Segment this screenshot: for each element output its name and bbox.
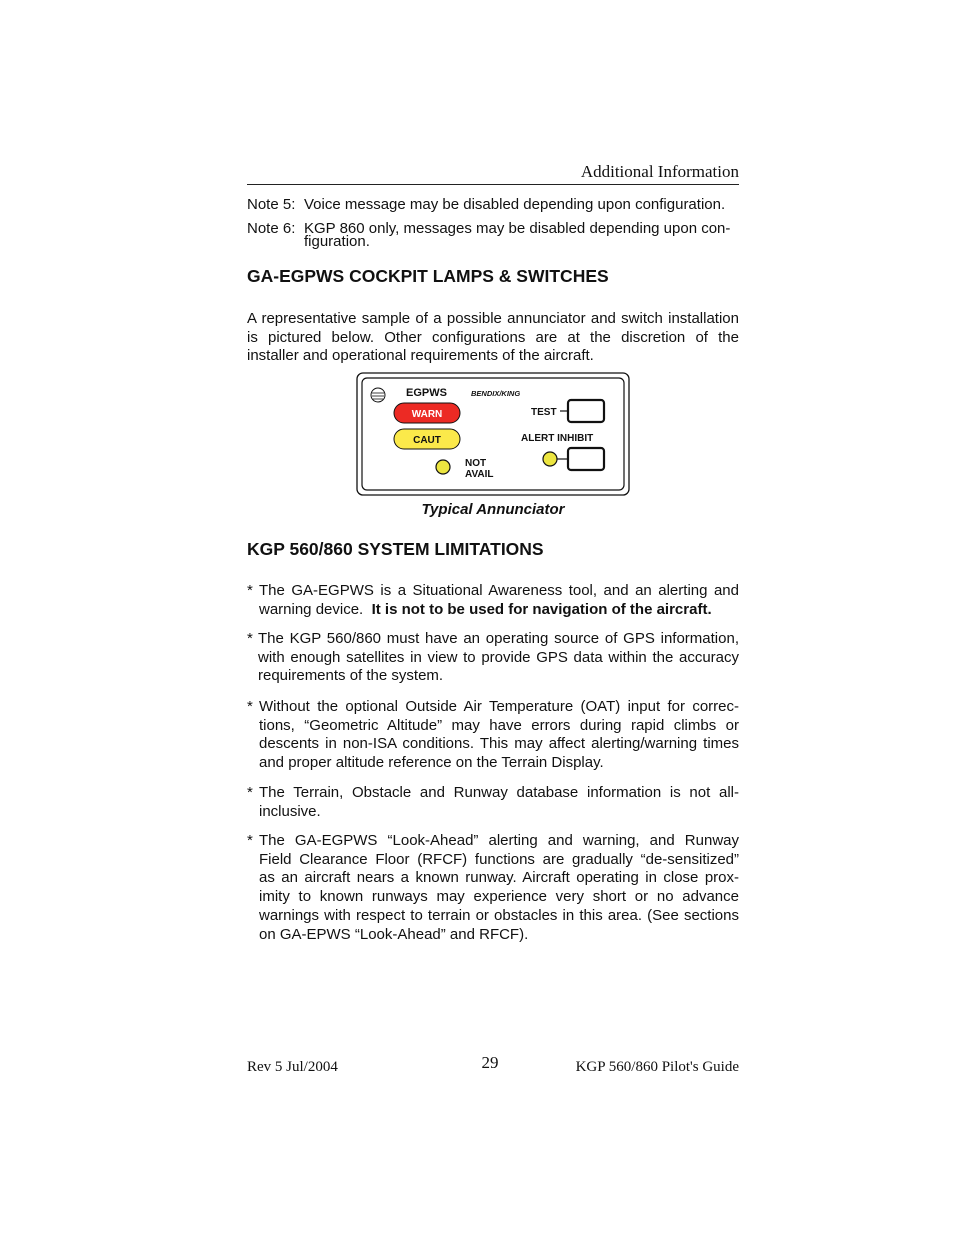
not-label: NOT [465, 458, 487, 469]
bullet-line: Without the optional Outside Air Temperature (OAT) input for correc- [259, 698, 739, 715]
bullet-line: requirements of the system. [258, 667, 444, 685]
bullet-line: and proper altitude reference on the Terrain Display. [259, 754, 604, 772]
page-number: 29 [481, 1053, 499, 1072]
section-title: Additional Information [580, 162, 739, 181]
bullet-line: as an aircraft nears a known runway. Aircraft operating in close prox- [259, 869, 739, 887]
screw-icon [371, 388, 385, 402]
note-5 [247, 196, 739, 214]
bullet-line: with enough satellites in view to provide GPS data within the accuracy [258, 648, 739, 666]
note-label: Note 6: [247, 220, 296, 237]
avail-label: AVAIL [465, 469, 494, 480]
egpws-label: EGPWS [406, 387, 447, 399]
bullet-line: warning device. [259, 600, 364, 618]
paragraph-line: A representative sample of a possible annunciator and switch installation [247, 310, 739, 327]
bullet-line: The GA-EGPWS is a Situational Awareness tool, and an alerting and [259, 582, 739, 599]
alert-inhibit-switch-button [568, 448, 604, 470]
bullet-line: inclusive. [259, 802, 321, 820]
bold-warning-text: It is not to be used for navigation of the aircraft. [371, 600, 712, 618]
footer-guide-title: KGP 560/860 Pilot's Guide [575, 1059, 739, 1075]
note-text: KGP 860 only, messages may be disabled depending upon con- [304, 220, 731, 237]
note-text-continued: figuration. [304, 233, 370, 250]
bullet-line: tions, “Geometric Altitude” may have errors during rapid climbs or [259, 716, 739, 734]
note-text: Voice message may be disabled depending upon configuration. [304, 196, 726, 213]
section-heading-limitations: KGP 560/860 SYSTEM LIMITATIONS [247, 539, 544, 559]
intro-paragraph [247, 310, 739, 366]
bullet-line: The KGP 560/860 must have an operating source of GPS information, [258, 630, 739, 647]
test-label: TEST [531, 407, 557, 418]
header-rule [247, 184, 739, 185]
paragraph-line: is pictured below. Other configurations are at the discretion of the [247, 328, 739, 346]
annunciator-figure [356, 372, 631, 497]
bullet-line: imity to known runways may experience very short or no advance [259, 888, 739, 906]
bullet-line: The Terrain, Obstacle and Runway database information is not all- [259, 784, 739, 801]
caut-label: CAUT [413, 435, 441, 446]
bullet-line: descents in non-ISA conditions. This may affect alerting/warning times [259, 735, 739, 753]
footer-revision: Rev 5 Jul/2004 [247, 1059, 338, 1075]
paragraph-line: installer and operational requirements of the aircraft. [247, 347, 594, 365]
note-label: Note 5: [247, 196, 296, 213]
bendix-king-logo: BENDIX/KING [471, 389, 521, 398]
bullet-line: warnings with respect to terrain or obstacles in this area. (See sections [259, 906, 739, 924]
figure-caption: Typical Annunciator [421, 501, 565, 518]
note-6 [247, 220, 739, 250]
bullet-line: The GA-EGPWS “Look-Ahead” alerting and warning, and Runway [259, 832, 739, 849]
section-heading-lamps: GA-EGPWS COCKPIT LAMPS & SWITCHES [247, 266, 609, 286]
not-avail-lamp [436, 460, 450, 474]
alert-inhibit-lamp [543, 452, 557, 466]
warn-label: WARN [411, 409, 443, 420]
alert-inhibit-label: ALERT INHIBIT [521, 433, 594, 444]
bullet-line: on GA-EPWS “Look-Ahead” and RFCF). [259, 925, 529, 943]
bullet-line: Field Clearance Floor (RFCF) functions are gradually “de-sensitized” [259, 850, 739, 868]
test-switch-button [568, 400, 604, 422]
